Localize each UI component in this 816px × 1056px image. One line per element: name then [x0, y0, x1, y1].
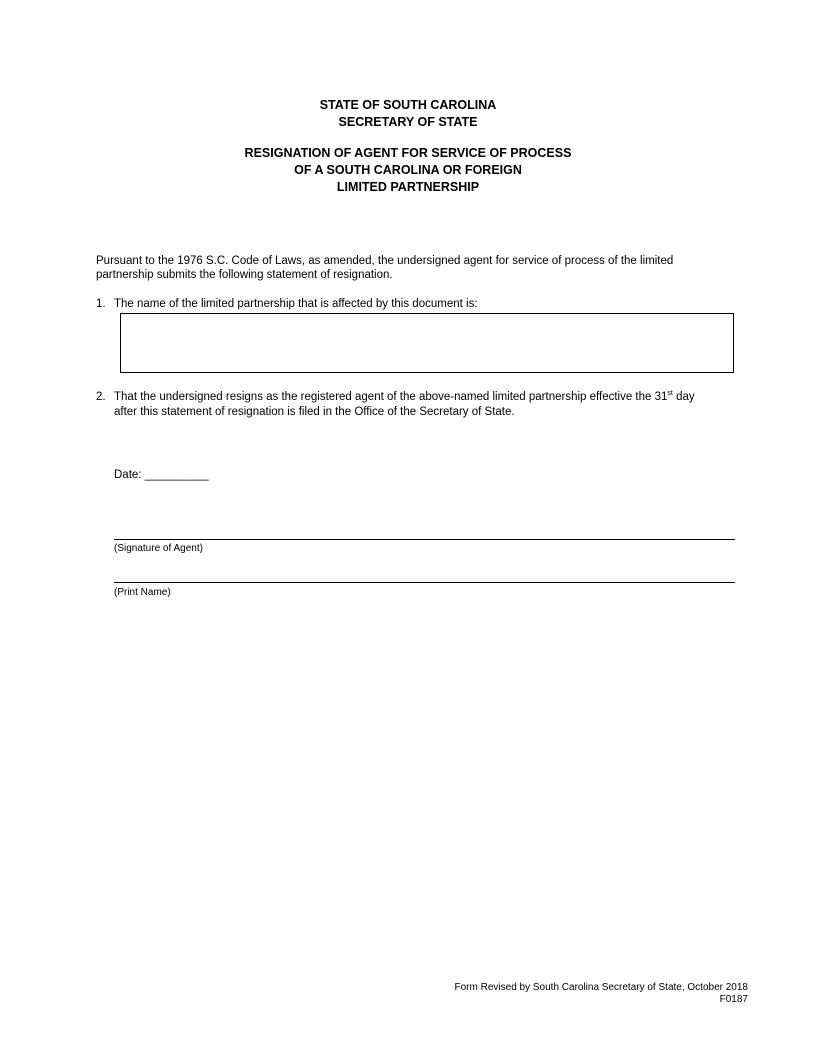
item-2-line-2: after this statement of resignation is filed in the Office of the Secretary of State. — [114, 406, 515, 418]
item-1-text: The name of the limited partnership that is affected by this document is: — [114, 298, 478, 310]
office-heading: SECRETARY OF STATE — [338, 115, 478, 129]
form-title-line-2: OF A SOUTH CAROLINA OR FOREIGN — [294, 163, 522, 177]
item-1-number: 1. — [96, 298, 106, 310]
intro-line-2: partnership submits the following statement of resignation. — [96, 269, 393, 281]
print-name-caption: (Print Name) — [114, 587, 171, 598]
intro-line-1: Pursuant to the 1976 S.C. Code of Laws, as amended, the undersigned agent for service of process of the limited — [96, 255, 674, 267]
partnership-name-field[interactable] — [120, 313, 734, 373]
item-2-superscript: st — [667, 390, 673, 398]
item-1-label — [96, 297, 478, 312]
signature-line[interactable] — [114, 539, 735, 540]
date-field[interactable]: Date: __________ — [114, 469, 209, 481]
state-heading: STATE OF SOUTH CAROLINA — [319, 98, 497, 112]
form-title-line-3: LIMITED PARTNERSHIP — [336, 180, 480, 194]
item-2-line-1 — [96, 390, 695, 405]
signature-caption: (Signature of Agent) — [114, 543, 203, 554]
item-2-number: 2. — [96, 391, 106, 403]
item-2-text-after: day — [672, 391, 695, 403]
footer-revision: Form Revised by South Carolina Secretary of State, October 2018 — [454, 982, 748, 993]
form-title-line-1: RESIGNATION OF AGENT FOR SERVICE OF PROCESS — [244, 146, 572, 160]
item-2-text: That the undersigned resigns as the registered agent of the above-named limited partnership effective the 31 — [114, 391, 668, 403]
print-name-line[interactable] — [114, 582, 735, 583]
footer-form-id: F0187 — [719, 994, 748, 1005]
